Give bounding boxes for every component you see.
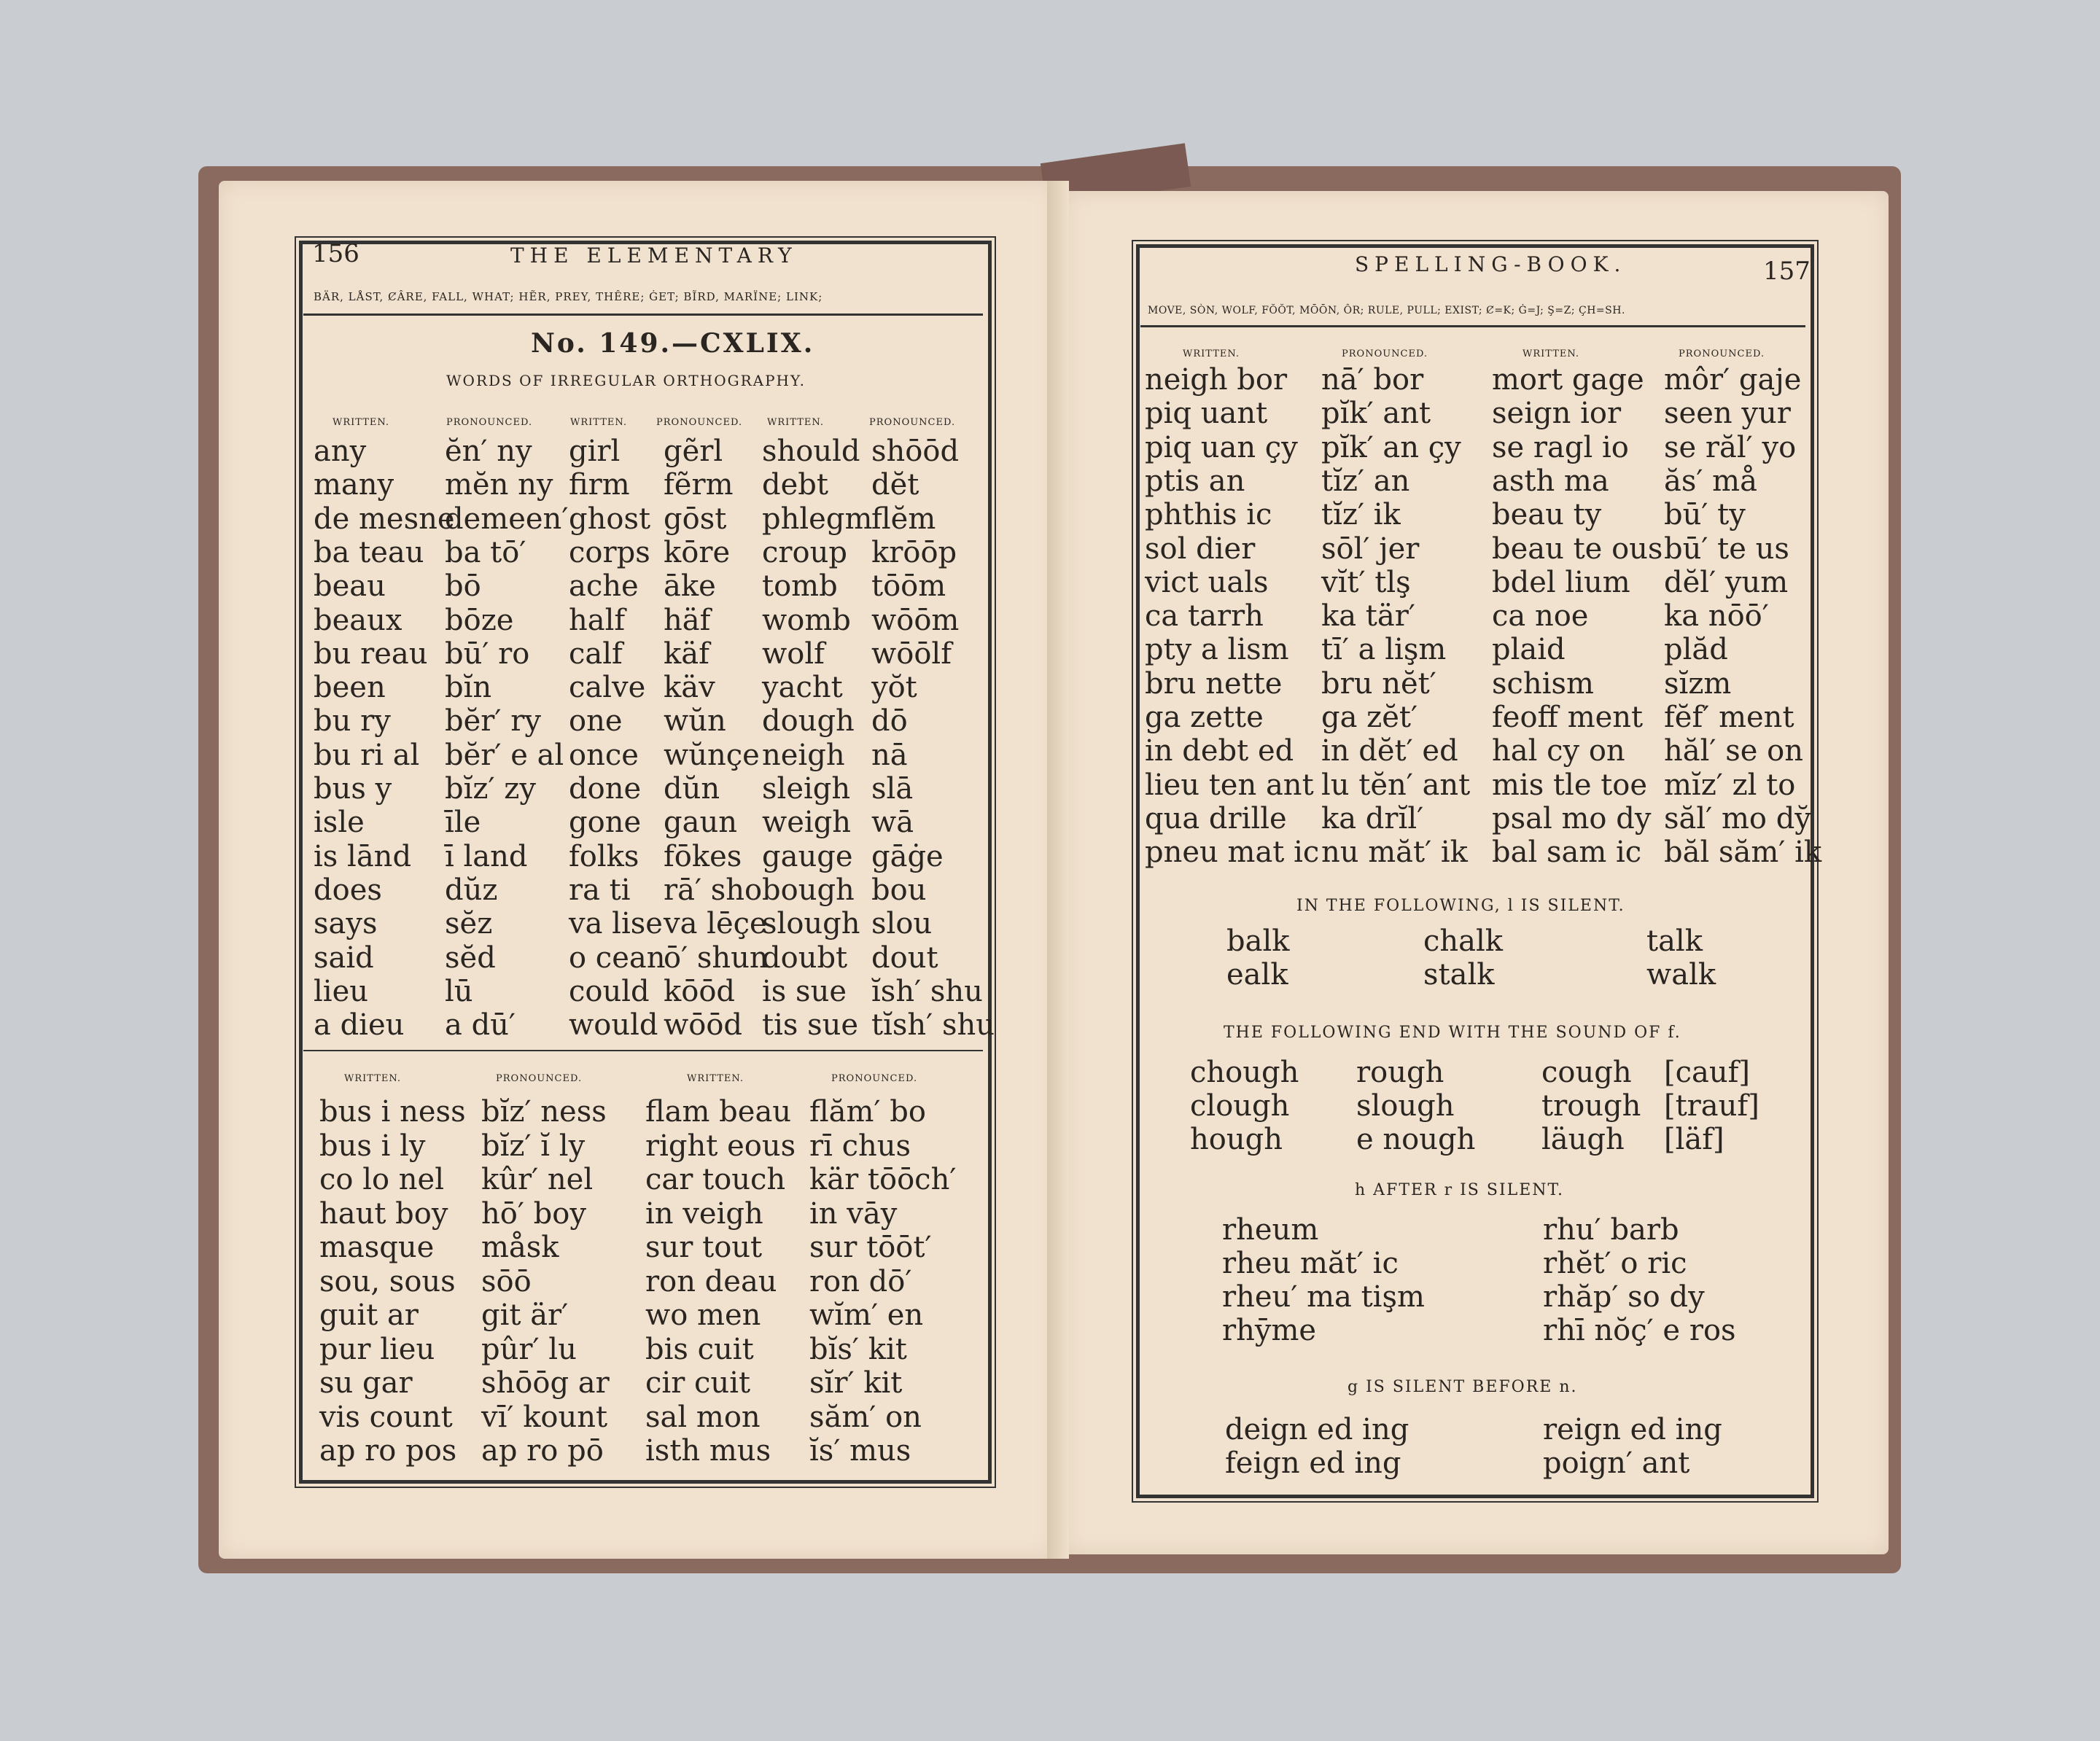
written-word: corps — [569, 535, 650, 569]
written-word: bus i ly — [319, 1129, 426, 1163]
written-word: neigh bor — [1145, 363, 1288, 397]
pronounced-word: bĭz′ ĭ ly — [481, 1129, 586, 1163]
written-word: schism — [1492, 666, 1594, 701]
silent-h-word: rhĕt′ o ric — [1543, 1247, 1687, 1280]
written-word: hal cy on — [1492, 734, 1625, 768]
written-word: doubt — [762, 940, 848, 975]
column-header: WRITTEN. — [767, 417, 825, 428]
written-word: phlegm — [762, 502, 873, 536]
pronounced-word: in dĕt′ ed — [1321, 734, 1458, 768]
pronounced-word: ăs′ må — [1664, 464, 1757, 498]
silent-l-word: stalk — [1423, 958, 1495, 992]
f-sound-word: cough — [1541, 1056, 1632, 1089]
pronounced-word: nā′ bor — [1321, 363, 1424, 397]
written-word: once — [569, 738, 639, 772]
written-word: pneu mat ic — [1145, 836, 1320, 870]
written-word: ap ro pos — [319, 1434, 457, 1468]
silent-h-word: rhu′ barb — [1543, 1213, 1679, 1247]
column-header: PRONOUNCED. — [656, 417, 743, 428]
written-word: sal mon — [645, 1400, 761, 1434]
pronounced-word: a dū′ — [445, 1008, 516, 1043]
page-number: 157 — [1763, 257, 1811, 286]
section-title: WORDS OF IRREGULAR ORTHOGRAPHY. — [446, 372, 806, 389]
written-word: co lo nel — [319, 1163, 445, 1196]
pronounced-word: bĭs′ kit — [809, 1332, 907, 1366]
written-word: said — [314, 940, 374, 975]
written-word: ron deau — [645, 1264, 777, 1298]
written-word: plaid — [1492, 633, 1566, 667]
written-word: bus y — [314, 772, 392, 806]
written-word: beau te ous — [1492, 531, 1663, 566]
f-sound-word: slough — [1356, 1089, 1455, 1123]
pronounced-word: kōre — [664, 535, 731, 569]
silent-h-word: rhăp′ so dy — [1543, 1280, 1705, 1314]
pronounced-word: tĭz′ ik — [1321, 498, 1401, 532]
running-head: SPELLING-BOOK. — [1355, 252, 1627, 276]
written-word: sou, sous — [319, 1264, 456, 1298]
written-word: vis count — [319, 1400, 453, 1434]
pronounced-word: bō — [445, 569, 481, 604]
written-word: is sue — [762, 974, 847, 1008]
written-word: bu reau — [314, 636, 428, 671]
pronounced-word: sĭr′ kit — [809, 1366, 903, 1400]
column-header: PRONOUNCED. — [446, 417, 533, 428]
column-header: WRITTEN. — [344, 1073, 402, 1084]
column-header: WRITTEN. — [332, 417, 390, 428]
pronounced-word: nā — [871, 738, 908, 772]
pronounced-word: shōōd — [871, 435, 960, 468]
written-word: ghost — [569, 502, 651, 536]
column-header: WRITTEN. — [1522, 348, 1580, 359]
column-header: PRONOUNCED. — [1342, 348, 1428, 359]
pronounced-word: dĕt — [871, 468, 919, 502]
written-word: in veigh — [645, 1196, 763, 1231]
pronounced-word: săm′ on — [809, 1400, 922, 1434]
silent-l-word: balk — [1226, 924, 1290, 958]
written-word: any — [314, 435, 367, 468]
written-word: o cean — [569, 940, 666, 975]
pronounced-word: gōst — [664, 502, 727, 536]
pronounced-word: ĭsh′ shu — [871, 974, 983, 1008]
written-word: right eous — [645, 1129, 796, 1163]
written-word: psal mo dy — [1492, 801, 1652, 836]
column-header: PRONOUNCED. — [1679, 348, 1765, 359]
pronounced-word: wōōd — [664, 1008, 743, 1043]
pronounced-word: ka drĭl′ — [1321, 801, 1424, 836]
pronounced-word: gāġe — [871, 839, 944, 873]
pronounced-word: käv — [664, 671, 715, 705]
written-word: yacht — [762, 671, 843, 705]
pronounced-word: săl′ mo dy̆ — [1664, 801, 1811, 836]
written-word: wolf — [762, 636, 825, 671]
written-word: bus i ness — [319, 1095, 466, 1129]
written-word: sur tout — [645, 1231, 763, 1264]
pronounced-word: va lēçe — [664, 907, 767, 941]
pronounced-word: slou — [871, 907, 933, 941]
pronounced-word: īle — [445, 806, 481, 840]
f-sound-word: rough — [1356, 1056, 1444, 1089]
written-word: dough — [762, 704, 855, 739]
pronounced-word: wā — [871, 806, 914, 840]
written-word: debt — [762, 468, 828, 502]
written-word: lieu ten ant — [1145, 768, 1314, 802]
silent-h-word: rhȳme — [1222, 1314, 1317, 1347]
pronounced-word: ron dō′ — [809, 1264, 912, 1298]
pronounced-word: pĭk′ an çy — [1321, 430, 1461, 464]
written-word: ba teau — [314, 535, 424, 569]
pronounced-word: dō — [871, 704, 908, 739]
written-word: bal sam ic — [1492, 836, 1642, 870]
written-word: ra ti — [569, 873, 631, 907]
pronounced-word: tī′ a lişm — [1321, 633, 1447, 667]
pronounced-word: dŭz — [445, 873, 498, 907]
pronounced-word: bĭz′ ness — [481, 1095, 607, 1129]
pronounced-word: wŭnçe — [664, 738, 760, 772]
pronounced-word: rā′ sho — [664, 873, 763, 907]
pronounced-word: ĕn′ ny — [445, 435, 532, 468]
pronounced-word: ō′ shun — [664, 940, 769, 975]
written-word: bru nette — [1145, 666, 1283, 701]
silent-l-word: ealk — [1226, 958, 1288, 992]
written-word: guit ar — [319, 1298, 419, 1332]
f-sound-word: läugh — [1541, 1123, 1625, 1156]
pronounced-word: ap ro pō — [481, 1434, 604, 1468]
written-word: ache — [569, 569, 639, 604]
header-rule — [1140, 325, 1805, 327]
pronounced-word: lu tĕn′ ant — [1321, 768, 1471, 802]
written-word: neigh — [762, 738, 845, 772]
pronounced-word: demeen′ — [445, 502, 569, 536]
written-word: beaux — [314, 603, 402, 637]
pronounced-word: tĭsh′ shu — [871, 1008, 995, 1043]
pronounced-word: tĭz′ an — [1321, 464, 1410, 498]
pronounced-word: hō′ boy — [481, 1196, 586, 1231]
pronounced-word: flăm′ bo — [809, 1095, 926, 1129]
written-word: tis sue — [762, 1008, 859, 1043]
f-sound-word: clough — [1190, 1089, 1290, 1123]
written-word: de mesne — [314, 502, 455, 536]
pronounced-word: ī land — [445, 839, 528, 873]
pronounced-word: seen yur — [1664, 397, 1791, 431]
written-word: seign ior — [1492, 397, 1622, 431]
written-word: slough — [762, 907, 860, 941]
written-word: sleigh — [762, 772, 851, 806]
pronounced-word: ka tär′ — [1321, 599, 1415, 634]
written-word: many — [314, 468, 394, 502]
pronounced-word: ga zĕt′ — [1321, 701, 1418, 734]
column-header: PRONOUNCED. — [831, 1073, 918, 1084]
pronounced-word: āke — [664, 569, 716, 604]
column-header: WRITTEN. — [570, 417, 628, 428]
silent-h-word: rheu′ ma tişm — [1222, 1280, 1425, 1314]
pronounced-word: môr′ gaje — [1664, 363, 1802, 397]
pronounced-word: sĕz — [445, 907, 493, 941]
written-word: beau ty — [1492, 498, 1602, 532]
silent-l-word: chalk — [1423, 924, 1504, 958]
pronounced-word: sōō — [481, 1264, 532, 1298]
f-sound-word: e nough — [1356, 1123, 1476, 1156]
written-word: masque — [319, 1231, 435, 1264]
silent-h-word: rheu măt′ ic — [1222, 1247, 1399, 1280]
column-header: PRONOUNCED. — [869, 417, 956, 428]
pronounced-word: käf — [664, 636, 709, 671]
written-word: isle — [314, 806, 365, 840]
table-rule — [303, 1050, 983, 1051]
written-word: ca noe — [1492, 599, 1589, 634]
page-number: 156 — [312, 239, 359, 268]
column-header: WRITTEN. — [1183, 348, 1240, 359]
f-sound-word: [cauf] — [1664, 1056, 1751, 1089]
pronounced-word: bĕr′ e al — [445, 738, 564, 772]
pronounced-word: dŭn — [664, 772, 720, 806]
pronounced-word: ĭs′ mus — [809, 1434, 911, 1468]
written-word: wo men — [645, 1298, 761, 1332]
pronounced-word: slā — [871, 772, 914, 806]
written-word: cir cuit — [645, 1366, 751, 1400]
written-word: bu ry — [314, 704, 391, 739]
pronunciation-key: BÄR, LÅST, ȻÂRE, FALL, WHAT; HẼR, PREY, THÊRE; ĠET; BĨRD, MARÏNE; LINK; — [314, 290, 823, 303]
written-word: a dieu — [314, 1008, 405, 1043]
pronounced-word: krōōp — [871, 535, 957, 569]
silent-g-word: deign ed ing — [1225, 1413, 1409, 1446]
header-rule — [303, 313, 983, 316]
written-word: one — [569, 704, 623, 739]
f-sound-word: hough — [1190, 1123, 1283, 1156]
pronounced-word: wĭm′ en — [809, 1298, 924, 1332]
silent-h-word: rheum — [1222, 1213, 1319, 1247]
written-word: pty a lism — [1145, 633, 1289, 667]
pronounced-word: nu măt′ ik — [1321, 836, 1468, 870]
pronounced-word: sĭzm — [1664, 666, 1732, 701]
written-word: mis tle toe — [1492, 768, 1648, 802]
silent-h-word: rhī nŏç′ e ros — [1543, 1314, 1736, 1347]
written-word: been — [314, 671, 386, 705]
pronounced-word: pĭk′ ant — [1321, 397, 1431, 431]
f-sound-word: [läf] — [1664, 1123, 1724, 1156]
written-word: isth mus — [645, 1434, 771, 1468]
silent-l-word: talk — [1646, 924, 1703, 958]
written-word: is lānd — [314, 839, 412, 873]
written-word: mort gage — [1492, 363, 1644, 397]
pronounced-word: hăl′ se on — [1664, 734, 1803, 768]
pronounced-word: sĕd — [445, 940, 496, 975]
written-word: done — [569, 772, 642, 806]
f-sound-word: [trauf] — [1664, 1089, 1759, 1123]
written-word: sol dier — [1145, 531, 1256, 566]
written-word: tomb — [762, 569, 838, 604]
running-head: THE ELEMENTARY — [510, 244, 798, 268]
pronounced-word: bōze — [445, 603, 514, 637]
pronounced-word: fĕf′ ment — [1664, 701, 1794, 734]
pronounced-word: gẽrl — [664, 435, 723, 468]
written-word: piq uant — [1145, 397, 1268, 431]
pronounced-word: wŭn — [664, 704, 726, 739]
written-word: su gar — [319, 1366, 413, 1400]
written-word: bdel lium — [1492, 565, 1630, 599]
pronounced-word: yŏt — [871, 671, 917, 705]
column-header: PRONOUNCED. — [496, 1073, 583, 1084]
pronounced-word: ba tō′ — [445, 535, 526, 569]
pronounced-word: bĭn — [445, 671, 492, 705]
silent-l-word: walk — [1646, 958, 1716, 992]
pronounced-word: fẽrm — [664, 468, 734, 502]
pronunciation-key: MOVE, SÒN, WOLF, FŎŎT, MŌŌN, ÔR; RULE, PULL; EXIST; Ȼ=K; Ġ=J; Ş=Z; ÇH=SH. — [1148, 305, 1625, 316]
written-word: car touch — [645, 1163, 786, 1196]
written-word: would — [569, 1008, 658, 1043]
written-word: could — [569, 974, 650, 1008]
pronounced-word: bĭz′ zy — [445, 772, 536, 806]
written-word: ca tarrh — [1145, 599, 1264, 634]
lesson-title: No. 149.—CXLIX. — [531, 328, 815, 359]
pronounced-word: rī chus — [809, 1129, 911, 1163]
pronounced-word: bū′ te us — [1664, 531, 1789, 566]
pronounced-word: wōōlf — [871, 636, 952, 671]
silent-g-word: reign ed ing — [1543, 1413, 1722, 1446]
book-gutter — [1047, 181, 1069, 1559]
pronounced-word: wōōm — [871, 603, 960, 637]
written-word: girl — [569, 435, 621, 468]
pronounced-word: vĭt′ tlş — [1321, 565, 1411, 599]
written-word: weigh — [762, 806, 852, 840]
written-word: ptis an — [1145, 464, 1245, 498]
written-word: gone — [569, 806, 642, 840]
written-word: womb — [762, 603, 851, 637]
pronounced-word: dout — [871, 940, 938, 975]
pronounced-word: gaun — [664, 806, 737, 840]
written-word: bu ri al — [314, 738, 420, 772]
written-word: phthis ic — [1145, 498, 1272, 532]
written-word: vict uals — [1145, 565, 1269, 599]
pronounced-word: dĕl′ yum — [1664, 565, 1789, 599]
written-word: bough — [762, 873, 855, 907]
written-word: gauge — [762, 839, 853, 873]
pronounced-word: mĭz′ zl to — [1664, 768, 1796, 802]
pronounced-word: se răl′ yo — [1664, 430, 1797, 464]
written-word: feoff ment — [1492, 701, 1644, 734]
pronounced-word: git är′ — [481, 1298, 569, 1332]
written-word: half — [569, 603, 626, 637]
column-header: WRITTEN. — [687, 1073, 744, 1084]
pronounced-word: tōōm — [871, 569, 946, 604]
written-word: folks — [569, 839, 639, 873]
pronounced-word: plăd — [1664, 633, 1728, 667]
f-sound-heading: THE FOLLOWING END WITH THE SOUND OF f. — [1224, 1024, 1681, 1042]
pronounced-word: mĕn ny — [445, 468, 553, 502]
pronounced-word: bru nĕt′ — [1321, 666, 1436, 701]
written-word: piq uan çy — [1145, 430, 1298, 464]
silent-g-word: poign′ ant — [1543, 1446, 1690, 1480]
written-word: asth ma — [1492, 464, 1609, 498]
pronounced-word: sōl′ jer — [1321, 531, 1420, 566]
pronounced-word: vī′ kount — [481, 1400, 608, 1434]
pronounced-word: fōkes — [664, 839, 742, 873]
written-word: does — [314, 873, 382, 907]
written-word: calve — [569, 671, 646, 705]
written-word: firm — [569, 468, 630, 502]
pronounced-word: lū — [445, 974, 473, 1008]
written-word: flam beau — [645, 1095, 792, 1129]
written-word: calf — [569, 636, 623, 671]
written-word: croup — [762, 535, 847, 569]
pronounced-word: flĕm — [871, 502, 936, 536]
pronounced-word: kōōd — [664, 974, 736, 1008]
pronounced-word: in vāy — [809, 1196, 898, 1231]
f-sound-word: trough — [1541, 1089, 1641, 1123]
pronounced-word: kär tōōch′ — [809, 1163, 957, 1196]
written-word: bis cuit — [645, 1332, 754, 1366]
written-word: qua drille — [1145, 801, 1287, 836]
pronounced-word: häf — [664, 603, 711, 637]
written-word: pur lieu — [319, 1332, 435, 1366]
pronounced-word: bou — [871, 873, 927, 907]
pronounced-word: måsk — [481, 1231, 559, 1264]
written-word: lieu — [314, 974, 369, 1008]
h-silent-heading: h AFTER r IS SILENT. — [1355, 1181, 1564, 1199]
written-word: se ragl io — [1492, 430, 1629, 464]
written-word: beau — [314, 569, 386, 604]
pronounced-word: kûr′ nel — [481, 1163, 594, 1196]
silent-g-word: feign ed ing — [1225, 1446, 1401, 1480]
written-word: ga zette — [1145, 701, 1264, 734]
l-silent-heading: IN THE FOLLOWING, l IS SILENT. — [1296, 897, 1625, 915]
pronounced-word: sur tōōt′ — [809, 1231, 932, 1264]
f-sound-word: chough — [1190, 1056, 1299, 1089]
pronounced-word: băl săm′ ik — [1664, 836, 1822, 870]
written-word: haut boy — [319, 1196, 448, 1231]
written-word: says — [314, 907, 378, 941]
g-silent-heading: g IS SILENT BEFORE n. — [1348, 1378, 1578, 1396]
written-word: should — [762, 435, 860, 468]
pronounced-word: bū′ ro — [445, 636, 530, 671]
pronounced-word: bū′ ty — [1664, 498, 1746, 532]
written-word: in debt ed — [1145, 734, 1294, 768]
pronounced-word: pûr′ lu — [481, 1332, 577, 1366]
pronounced-word: shōōg ar — [481, 1366, 610, 1400]
pronounced-word: bĕr′ ry — [445, 704, 541, 739]
pronounced-word: ka nōō′ — [1664, 599, 1769, 634]
written-word: va lise — [569, 907, 663, 941]
